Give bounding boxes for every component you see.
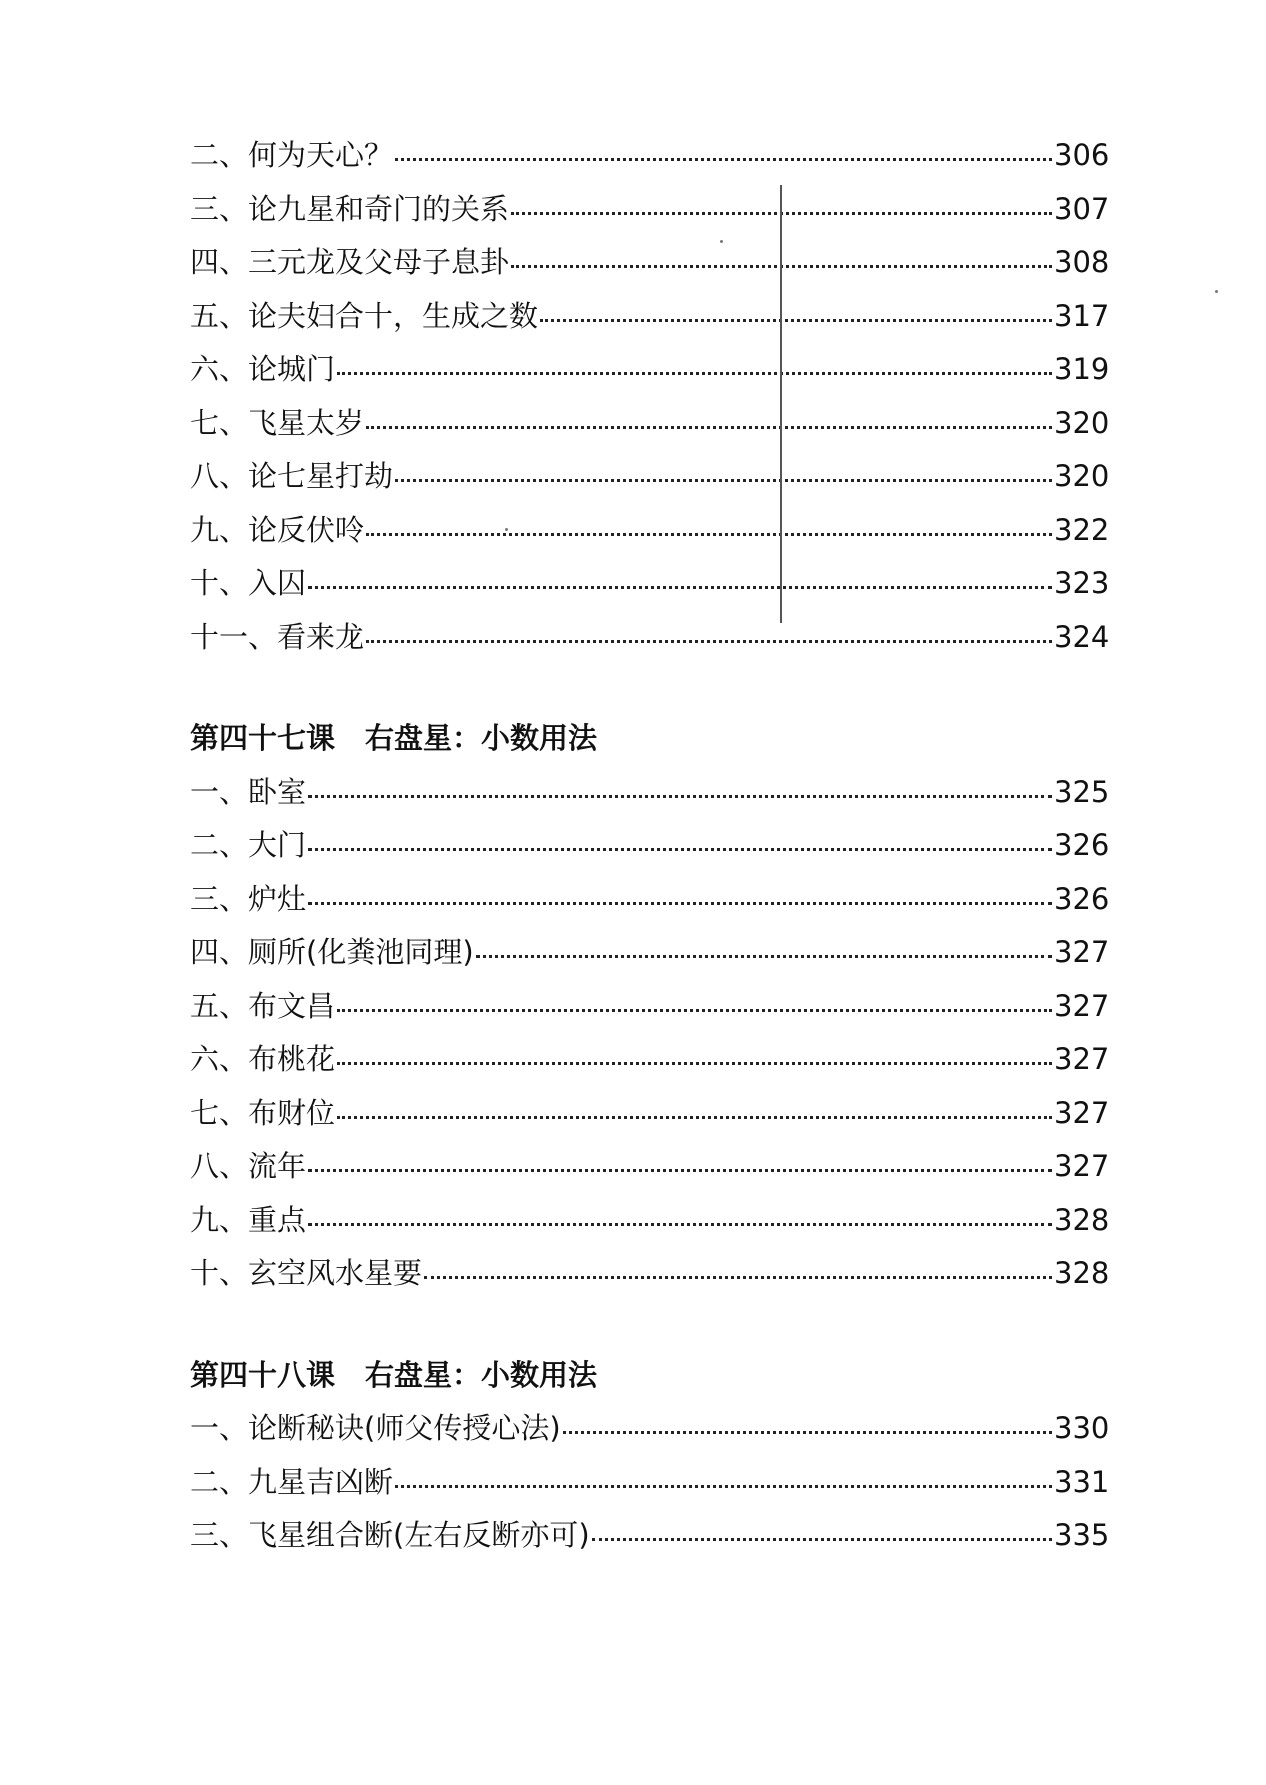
toc-entry bbox=[190, 508, 1110, 562]
toc-entry bbox=[190, 823, 1110, 877]
toc-entry bbox=[190, 930, 1110, 984]
dot-leader bbox=[337, 372, 1052, 375]
dot-leader bbox=[476, 955, 1052, 958]
toc-entry-title: 三、炉灶 bbox=[190, 881, 307, 916]
toc-entry-title: 七、布财位 bbox=[190, 1095, 336, 1130]
toc-entry-title: 五、论夫妇合十，生成之数 bbox=[190, 298, 539, 333]
toc-page-number: 330 bbox=[1054, 1411, 1110, 1445]
lesson-48-number: 第四十八课 bbox=[190, 1357, 336, 1392]
toc-entry bbox=[190, 1091, 1110, 1145]
dot-leader bbox=[395, 479, 1052, 482]
toc-entry bbox=[190, 984, 1110, 1038]
toc-page-number: 327 bbox=[1054, 935, 1110, 969]
toc-page-number: 320 bbox=[1054, 405, 1110, 440]
toc-entry bbox=[190, 1198, 1110, 1252]
dot-leader bbox=[308, 1169, 1052, 1172]
toc-page-number: 326 bbox=[1054, 828, 1110, 862]
toc-entry-title: 一、卧室 bbox=[190, 774, 307, 809]
dot-leader bbox=[308, 586, 1052, 589]
toc-entry-title: 二、大门 bbox=[190, 828, 307, 862]
toc-entry bbox=[190, 454, 1110, 508]
toc-entry-title: 十、入囚 bbox=[190, 566, 307, 600]
toc-page-number: 335 bbox=[1054, 1518, 1110, 1552]
dot-leader bbox=[563, 1431, 1052, 1434]
scan-speck bbox=[1215, 290, 1218, 293]
toc-entry bbox=[190, 294, 1110, 348]
toc-entry bbox=[190, 561, 1110, 615]
toc-page-number: 319 bbox=[1054, 352, 1110, 386]
toc-entry-title: 四、三元龙及父母子息卦 bbox=[190, 245, 510, 279]
toc-page-number: 331 bbox=[1054, 1464, 1110, 1499]
toc-page-number: 322 bbox=[1054, 512, 1110, 547]
dot-leader bbox=[366, 640, 1052, 643]
table-of-contents bbox=[190, 133, 1110, 1567]
toc-entry bbox=[190, 347, 1110, 401]
dot-leader bbox=[308, 902, 1052, 905]
toc-entry-title: 十一、看来龙 bbox=[190, 619, 365, 654]
toc-entry bbox=[190, 187, 1110, 241]
toc-entry-title: 六、布桃花 bbox=[190, 1042, 336, 1076]
toc-entry-title: 十、玄空风水星要 bbox=[190, 1256, 423, 1290]
toc-entry bbox=[190, 133, 1110, 187]
toc-page-number: 306 bbox=[1054, 138, 1110, 172]
toc-page-number: 320 bbox=[1054, 459, 1110, 493]
dot-leader bbox=[592, 1538, 1052, 1541]
toc-entry bbox=[190, 1513, 1110, 1567]
toc-page-number: 327 bbox=[1054, 1095, 1110, 1130]
lesson-48-heading bbox=[190, 1353, 1110, 1407]
dot-leader bbox=[366, 426, 1052, 429]
toc-entry-title: 八、流年 bbox=[190, 1149, 307, 1183]
toc-entry bbox=[190, 877, 1110, 931]
dot-leader bbox=[337, 1009, 1052, 1012]
toc-entry-title: 六、论城门 bbox=[190, 352, 336, 386]
toc-page-number: 327 bbox=[1054, 988, 1110, 1023]
dot-leader bbox=[308, 795, 1052, 798]
dot-leader bbox=[366, 533, 1052, 536]
section-spacer bbox=[190, 668, 1110, 716]
toc-page-number: 326 bbox=[1054, 881, 1110, 916]
toc-page-number: 324 bbox=[1054, 619, 1110, 654]
toc-entry bbox=[190, 1144, 1110, 1198]
toc-page-number: 327 bbox=[1054, 1042, 1110, 1076]
dot-leader bbox=[540, 319, 1052, 322]
toc-entry bbox=[190, 615, 1110, 669]
scan-speck bbox=[720, 240, 723, 243]
lesson-47-title: 右盘星：小数用法 bbox=[365, 721, 598, 755]
section-spacer bbox=[190, 1305, 1110, 1353]
dot-leader bbox=[337, 1116, 1052, 1119]
lesson-47-heading bbox=[190, 716, 1110, 770]
toc-page-number: 325 bbox=[1054, 774, 1110, 809]
toc-page-number: 307 bbox=[1054, 191, 1110, 226]
dot-leader bbox=[308, 1223, 1052, 1226]
dot-leader bbox=[424, 1276, 1052, 1279]
toc-page-number: 317 bbox=[1054, 298, 1110, 333]
toc-page-number: 328 bbox=[1054, 1256, 1110, 1290]
toc-entry bbox=[190, 1460, 1110, 1514]
toc-entry-title: 一、论断秘诀(师父传授心法) bbox=[190, 1411, 561, 1445]
toc-entry bbox=[190, 240, 1110, 294]
dot-leader bbox=[395, 158, 1052, 161]
toc-entry-title: 九、重点 bbox=[190, 1202, 307, 1237]
toc-page-number: 327 bbox=[1054, 1149, 1110, 1183]
toc-entry bbox=[190, 1406, 1110, 1460]
lesson-47-number: 第四十七课 bbox=[190, 721, 336, 755]
toc-entry-title: 二、九星吉凶断 bbox=[190, 1464, 394, 1499]
toc-entry bbox=[190, 401, 1110, 455]
toc-entry bbox=[190, 1251, 1110, 1305]
toc-entry-title: 八、论七星打劫 bbox=[190, 459, 394, 493]
toc-entry-title: 三、飞星组合断(左右反断亦可) bbox=[190, 1518, 590, 1552]
toc-entry bbox=[190, 770, 1110, 824]
toc-entry-title: 五、布文昌 bbox=[190, 988, 336, 1023]
toc-entry-title: 九、论反伏呤 bbox=[190, 512, 365, 547]
toc-entry-title: 四、厕所(化粪池同理) bbox=[190, 935, 474, 969]
toc-group-lesson-47 bbox=[190, 770, 1110, 1305]
dot-leader bbox=[337, 1062, 1052, 1065]
toc-entry-title: 三、论九星和奇门的关系 bbox=[190, 191, 510, 226]
toc-entry-title: 二、何为天心？ bbox=[190, 138, 394, 172]
dot-leader bbox=[395, 1485, 1052, 1488]
scan-speck bbox=[505, 528, 508, 531]
toc-page-number: 323 bbox=[1054, 566, 1110, 600]
toc-entry-title: 七、飞星太岁 bbox=[190, 405, 365, 440]
toc-page-number: 308 bbox=[1054, 245, 1110, 279]
toc-group-lesson-48 bbox=[190, 1406, 1110, 1567]
toc-group-continued bbox=[190, 133, 1110, 668]
toc-entry bbox=[190, 1037, 1110, 1091]
toc-page-number: 328 bbox=[1054, 1202, 1110, 1237]
lesson-48-title: 右盘星：小数用法 bbox=[365, 1357, 598, 1392]
scan-artifact-line bbox=[780, 185, 782, 623]
dot-leader bbox=[308, 848, 1052, 851]
